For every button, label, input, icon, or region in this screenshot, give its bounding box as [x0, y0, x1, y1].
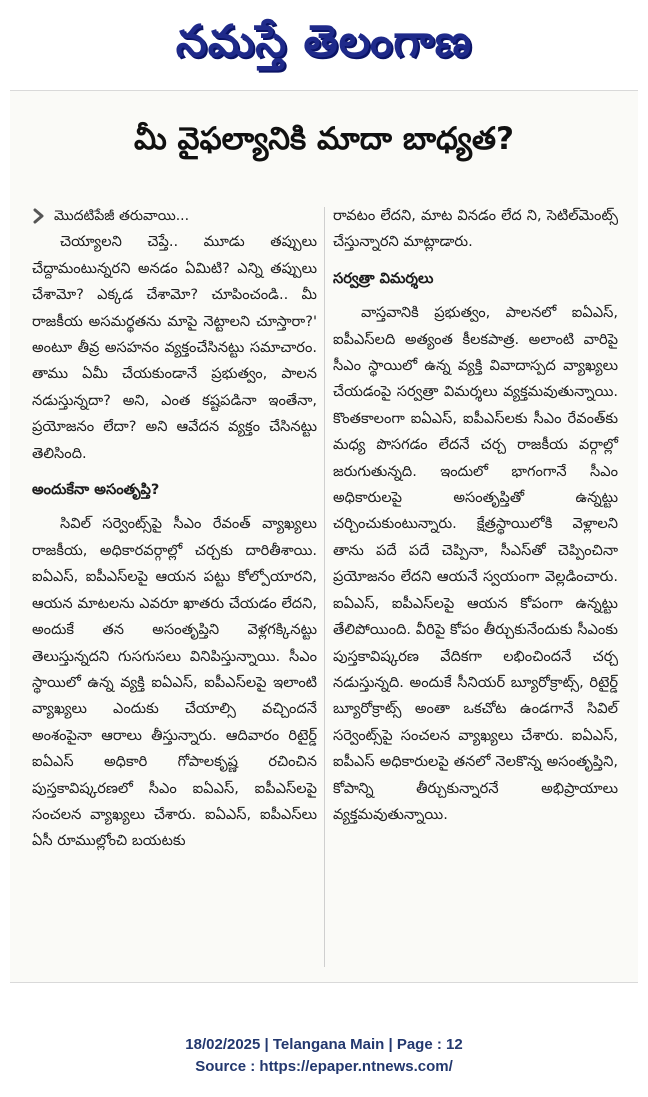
masthead-logo: నమస్తే తెలంగాణ — [175, 16, 473, 67]
article-clip — [10, 90, 638, 983]
column-divider — [324, 207, 325, 967]
subheading-1: అందుకేనా అసంతృప్తి? — [32, 481, 160, 499]
right-paragraph-1: రావటం లేదని, మాట వినడం లేద ని, సెటిల్‌మెంట్స్ చేస్తున్నారని మాట్లాడారు. — [333, 207, 618, 251]
article-left-column — [32, 203, 317, 855]
right-paragraph-2: వాస్తవానికి ప్రభుత్వం, పాలనలో ఐఏఎస్, ఐపీఎస్‌లది అత్యంత కీలకపాత్ర. అలాంటి వారిపై సీఎం స్థాయిలో ఉన్న వ్యక్తి వివాదాస్పద వ్యాఖ్యలు చేయడంపై సర్వత్రా విమర్శలు వ్యక్తమవుతున్నాయి. కొంతకాలంగా ఐఏఎస్, ఐపీఎస్‌లకు సీఎం రేవంత్‌కు మధ్య పొసగడం లేదనే చర్చ రాజకీయ వర్గాల్లో జరుగుతున్నది. ఇందులో భాగంగానే సీఎం అధికారులపై అసంతృప్తితో ఉన్నట్టు చర్చించుకుంటున్నారు. క్షేత్రస్థాయిలోకి వెళ్లాలని తాను పదే పదే చెప్పినా, సీఎస్‌తో చెప్పించినా ప్రయోజనం లేదని ఆయనే స్వయంగా వెల్లడించారు. ఐఏఎస్, ఐపీఎస్‌లపై ఆయన కోపంగా ఉన్నట్టు తేలిపోయింది. వీరిపై కోపం తీర్చుకునేందుకు సీఎంకు పుస్తకావిష్కరణ వేదికగా లభించిందనే చర్చ నడుస్తున్నది. అందుకే సీనియర్ బ్యూరోక్రాట్స్, రిటైర్డ్ బ్యూరోక్రాట్స్ అంతా ఒకచోట ఉండగానే సివిల్ సర్వెంట్స్‌పై సంచలన వ్యాఖ్యలు చేశారు. ఐఏఎస్, ఐపీఎస్ అధికారులపై తనలో నెలకొన్న అసంతృప్తిని, కోపాన్ని తీర్చుకున్నారనే అభిప్రాయాలు వ్యక్తమవుతున్నాయి. — [333, 304, 618, 823]
continued-from-label: మొదటిపేజీ తరువాయి... — [54, 208, 190, 224]
article-right-column — [333, 203, 618, 828]
continued-from-line — [32, 203, 317, 229]
footer — [0, 1034, 648, 1078]
masthead — [0, 8, 648, 76]
left-paragraph-1: చెయ్యాలని చెప్తే.. మూడు తప్పులు చేద్దామంటున్నరని అనడం ఏమిటి? ఎన్ని తప్పులు చేశామో? ఎక్కడ చేశామో? చూపించండి.. మీ రాజకీయ అసమర్థతను మాపై నెట్టాలని చూస్తారా?' అంటూ తీవ్ర అసహనం వ్యక్తంచేసినట్టు సమాచారం. తాము ఏమీ చేయకుండానే ప్రభుత్వం, పాలన నడుస్తున్నదా? అని, ఎంత కష్టపడినా ఇంతేనా, ప్రయోజనం లేదా? అని ఆవేదన వ్యక్తం చేసినట్టు తెలిసింది. — [32, 233, 317, 462]
edition-line: 18/02/2025 | Telangana Main | Page : 12 — [185, 1036, 463, 1053]
article-headline: మీ వైఫల్యానికి మాదా బాధ్యత? — [133, 121, 515, 157]
source-line[interactable]: Source : https://epaper.ntnews.com/ — [195, 1058, 453, 1075]
subheading-2: సర్వత్రా విమర్శలు — [333, 269, 434, 287]
left-paragraph-2: సివిల్ సర్వెంట్స్‌పై సీఎం రేవంత్ వ్యాఖ్యలు రాజకీయ, అధికారవర్గాల్లో చర్చకు దారితీశాయి. ఐఏఎస్, ఐపీఎస్‌లపై ఆయన పట్టు కోల్పోయారని, ఆయన మాటలను ఎవరూ ఖాతరు చేయడం లేదని, అందుకే తన అసంతృప్తిని వెళ్లగక్కినట్టు తెలుస్తున్నదని గుసగుసలు వినిపిస్తున్నాయి. సీఎం స్థాయిలో ఉన్న వ్యక్తి ఐఏఎస్, ఐపీఎస్‌లపై ఇలాంటి వ్యాఖ్యలు ఎందుకు చేయాల్సి వచ్చిందనే అంశంపైనా ఆరాలు తీస్తున్నారు. ఆదివారం రిటైర్డ్ ఐఏఎస్ అధికారి గోపాలకృష్ణ రచించిన పుస్తకావిష్కరణలో సీఎం ఐఏఎస్, ఐపీఎస్‌లపై సంచలన వ్యాఖ్యలు చేశారు. ఐఏఎస్, ఐపీఎస్‌లు ఏసీ రూముల్లోంచి బయటకు — [32, 515, 317, 850]
chevron-right-icon — [32, 208, 46, 224]
